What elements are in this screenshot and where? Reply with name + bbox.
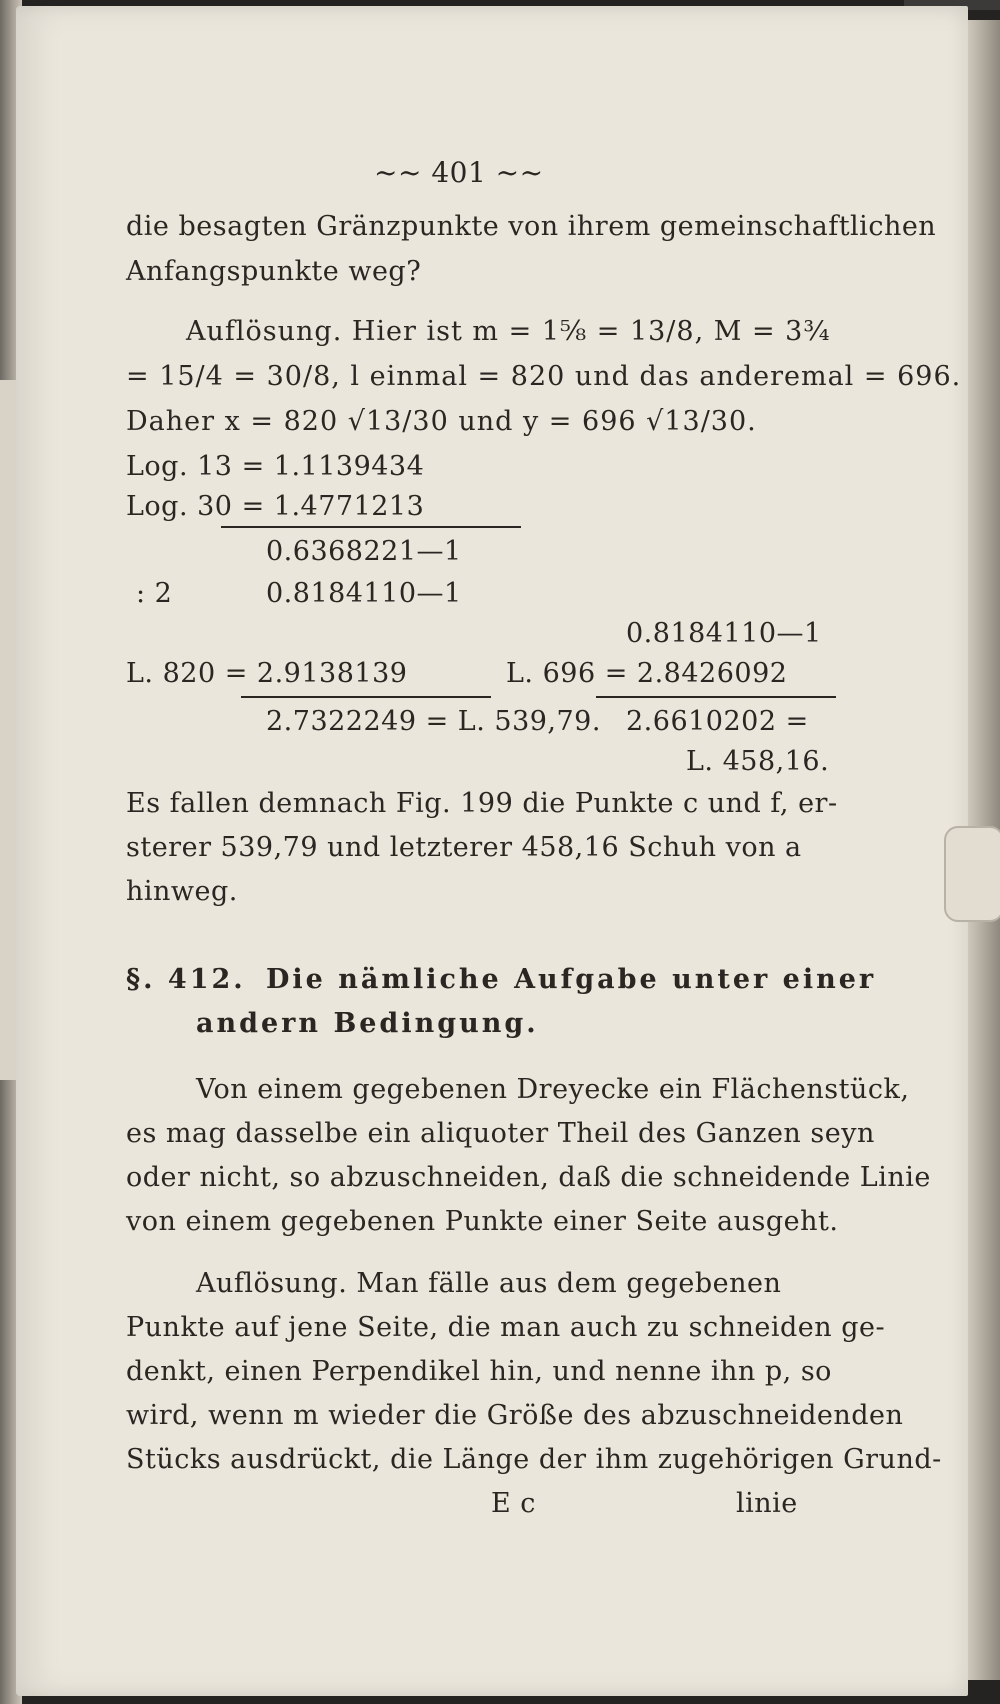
catchword: linie bbox=[736, 1488, 798, 1519]
log-820: L. 820 = 2.9138139 bbox=[126, 658, 408, 689]
result-left: 2.7322249 = L. 539,79. bbox=[266, 706, 601, 737]
log-half-right: 0.8184110—1 bbox=[626, 618, 822, 649]
log-30: Log. 30 = 1.4771213 bbox=[126, 491, 425, 522]
text-line: die besagten Gränzpunkte von ihrem gemeinschaftlichen bbox=[126, 211, 937, 242]
section-title: Die nämliche Aufgabe unter einer bbox=[266, 964, 877, 995]
log-half: 0.8184110—1 bbox=[266, 578, 462, 609]
sum-rule bbox=[221, 526, 521, 528]
result-right-value: L. 458,16. bbox=[686, 746, 830, 777]
text-line: Auflösung. Man fälle aus dem gegebenen bbox=[196, 1268, 782, 1299]
text-line: von einem gegebenen Punkte einer Seite ausgeht. bbox=[126, 1206, 839, 1237]
text-line: Stücks ausdrückt, die Länge der ihm zugehörigen Grund- bbox=[126, 1444, 942, 1475]
text-line: Punkte auf jene Seite, die man auch zu schneiden ge- bbox=[126, 1312, 886, 1343]
section-number: §. 412. bbox=[126, 964, 246, 995]
text-line: sterer 539,79 und letzterer 458,16 Schuh von a bbox=[126, 832, 802, 863]
text-line: Von einem gegebenen Dreyecke ein Flächenstück, bbox=[196, 1074, 910, 1105]
page-clip-tab bbox=[944, 826, 1000, 922]
sum-rule bbox=[241, 696, 491, 698]
text-line: Es fallen demnach Fig. 199 die Punkte c und f, er- bbox=[126, 788, 838, 819]
text-line: Daher x = 820 √13/30 und y = 696 √13/30. bbox=[126, 406, 757, 437]
divide-label: : 2 bbox=[136, 578, 173, 609]
text-line: hinweg. bbox=[126, 876, 238, 907]
text-line: denkt, einen Perpendikel hin, und nenne ihn p, so bbox=[126, 1356, 832, 1387]
text-line: = 15/4 = 30/8, l einmal = 820 und das anderemal = 696. bbox=[126, 361, 962, 392]
sum-rule bbox=[596, 696, 836, 698]
text-line: wird, wenn m wieder die Größe des abzuschneidenden bbox=[126, 1400, 904, 1431]
text-line: oder nicht, so abzuschneiden, daß die schneidende Linie bbox=[126, 1162, 931, 1193]
book-page bbox=[16, 6, 968, 1696]
result-right: 2.6610202 = bbox=[626, 706, 809, 737]
section-title: andern Bedingung. bbox=[196, 1008, 539, 1039]
text-line: Anfangspunkte weg? bbox=[126, 256, 422, 287]
log-696: L. 696 = 2.8426092 bbox=[506, 658, 788, 689]
page-number: ~~ 401 ~~ bbox=[374, 156, 544, 189]
log-difference: 0.6368221—1 bbox=[266, 536, 462, 567]
text-line: Auflösung. Hier ist m = 1⅝ = 13/8, M = 3¾ bbox=[186, 316, 831, 347]
signature-mark: E c bbox=[491, 1488, 536, 1519]
text-line: es mag dasselbe ein aliquoter Theil des Ganzen seyn bbox=[126, 1118, 875, 1149]
log-13: Log. 13 = 1.1139434 bbox=[126, 451, 425, 482]
